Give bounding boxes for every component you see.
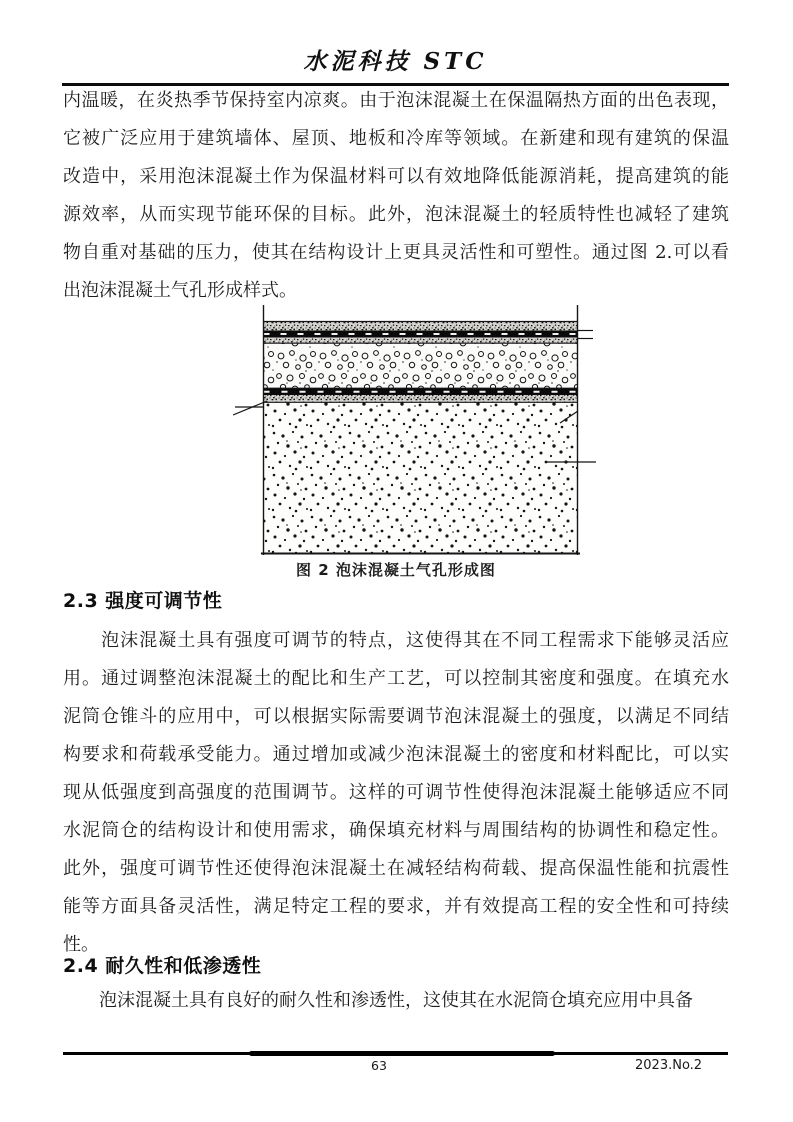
text-line: 它被广泛应用于建筑墙体、屋顶、地板和冷库等领域。在新建和现有建筑的保温 <box>63 128 729 149</box>
text-line: 物自重对基础的压力，使其在结构设计上更具灵活性和可塑性。通过图 2.可以看 <box>63 242 729 263</box>
text-line: 水泥筒仓的结构设计和使用需求，确保填充材料与周围结构的协调性和稳定性。 <box>63 820 729 841</box>
text-line: 用。通过调整泡沫混凝土的配比和生产工艺，可以控制其密度和强度。在填充水 <box>63 668 729 689</box>
text-line: 现从低强度到高强度的范围调节。这样的可调节性使得泡沫混凝土能够适应不同 <box>63 782 729 803</box>
section-2-4-paragraph <box>63 982 729 1020</box>
text-line: 性。 <box>63 934 99 955</box>
text-line: 改造中，采用泡沫混凝土作为保温材料可以有效地降低能源消耗，提高建筑的能 <box>63 166 729 187</box>
body-paragraph-continuation <box>63 82 729 310</box>
text-line: 内温暖，在炎热季节保持室内凉爽。由于泡沫混凝土在保温隔热方面的出色表现， <box>63 90 729 111</box>
text-line: 泥筒仓锥斗的应用中，可以根据实际需要调节泡沫混凝土的强度，以满足不同结 <box>63 706 729 727</box>
text-line: 泡沫混凝土具有良好的耐久性和渗透性，这使其在水泥筒仓填充应用中具备 <box>63 990 693 1011</box>
issue-number: 2023.No.2 <box>635 1058 703 1073</box>
text-line: 能等方面具备灵活性，满足特定工程的要求，并有效提高工程的安全性和可持续 <box>63 896 729 917</box>
figure-2-pore-diagram-illustration <box>233 303 603 561</box>
section-heading-2-4: 2.4 耐久性和低渗透性 <box>63 955 262 977</box>
text-line: 构要求和荷载承受能力。通过增加或减少泡沫混凝土的密度和材料配比，可以实 <box>63 744 729 765</box>
section-heading-2-3: 2.3 强度可调节性 <box>63 590 223 612</box>
text-line: 此外，强度可调节性还使得泡沫混凝土在减轻结构荷载、提高保温性能和抗震性 <box>63 858 729 879</box>
figure-2 <box>233 303 603 561</box>
footer-rule <box>63 1052 728 1055</box>
text-line: 出泡沫混凝土气孔形成样式。 <box>63 280 297 301</box>
journal-title: 水泥科技 STC <box>303 48 488 75</box>
page-number: 63 <box>371 1058 387 1073</box>
text-line: 泡沫混凝土具有强度可调节的特点，这使得其在不同工程需求下能够灵活应 <box>63 630 729 651</box>
section-2-3-paragraph <box>63 622 729 964</box>
text-line: 源效率，从而实现节能环保的目标。此外，泡沫混凝土的轻质特性也减轻了建筑 <box>63 204 729 225</box>
figure-2-caption: 图 2 泡沫混凝土气孔形成图 <box>296 561 496 579</box>
